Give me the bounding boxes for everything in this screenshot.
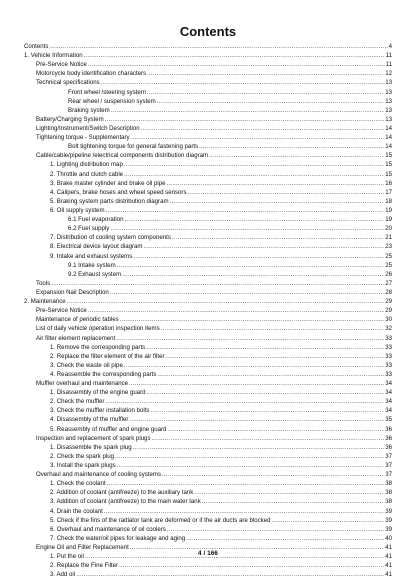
toc-entry-title: Bolt tightening torque for general fastening parts (68, 143, 199, 151)
toc-entry[interactable] (24, 151, 392, 160)
toc-entry[interactable] (24, 525, 392, 534)
toc-entry-title: 3. Brake master cylinder and brake oil pipe (50, 179, 166, 187)
toc-entry-page: 33 (385, 334, 392, 342)
toc-entry[interactable] (24, 88, 392, 97)
toc-entry[interactable] (24, 170, 392, 179)
toc-dot-leader (133, 443, 385, 452)
toc-entry-page: 15 (385, 161, 392, 169)
toc-entry-page: 36 (385, 443, 392, 451)
toc-entry-title: Braking system (68, 106, 110, 114)
toc-dot-leader (105, 115, 384, 124)
toc-entry-page: 36 (385, 425, 392, 433)
toc-entry[interactable] (24, 224, 392, 233)
toc-entry-title: 4. Drain the coolant (50, 507, 103, 515)
toc-entry-page: 14 (385, 124, 392, 132)
toc-entry-page: 11 (385, 52, 392, 60)
toc-entry-title: 1. Disassembly of the engine guard (50, 389, 146, 397)
toc-entry[interactable] (24, 279, 392, 288)
toc-entry[interactable] (24, 142, 392, 151)
toc-entry-title: 5. Braking system parts distribution diagram (50, 197, 169, 205)
toc-dot-leader (107, 479, 385, 488)
toc-dot-leader (146, 343, 384, 352)
toc-entry-title: Air filter element replacement (36, 334, 116, 342)
toc-entry-page: 17 (385, 188, 392, 196)
toc-entry[interactable] (24, 570, 392, 579)
toc-entry-page: 25 (385, 252, 392, 260)
toc-entry[interactable] (24, 415, 392, 424)
toc-entry-title: 1. Remove the corresponding parts (50, 343, 146, 351)
toc-dot-leader (209, 151, 384, 160)
toc-dot-leader (111, 106, 385, 115)
toc-entry-title: Pre-Service Notice (36, 307, 87, 315)
toc-dot-leader (165, 352, 384, 361)
toc-entry[interactable] (24, 334, 392, 343)
toc-entry-title: List of daily vehicle operation inspection items (36, 325, 160, 333)
toc-entry-title: Expansion Nail Description (36, 288, 109, 296)
toc-entry-page: 19 (385, 216, 392, 224)
toc-entry-title: 1. Vehicle Information (24, 52, 83, 60)
toc-entry-page: 36 (385, 434, 392, 442)
toc-entry-page: 20 (385, 225, 392, 233)
toc-dot-leader (161, 324, 385, 333)
toc-entry-title: 7. Distribution of cooling system components (50, 234, 171, 242)
toc-entry[interactable] (24, 261, 392, 270)
toc-entry[interactable] (24, 324, 392, 333)
toc-dot-leader (133, 252, 384, 261)
toc-entry-page: 41 (385, 553, 392, 561)
toc-dot-leader (117, 461, 385, 470)
toc-entry[interactable] (24, 242, 392, 251)
toc-entry[interactable] (24, 115, 392, 124)
toc-dot-leader (167, 425, 384, 434)
toc-entry-page: 40 (385, 534, 392, 542)
toc-entry-page: 4 (388, 43, 392, 50)
toc-entry[interactable] (24, 124, 392, 133)
toc-entry[interactable] (24, 370, 392, 379)
page-number-footer: 4 / 166 (198, 550, 218, 557)
toc-entry[interactable] (24, 233, 392, 242)
toc-dot-leader (147, 69, 384, 78)
toc-dot-leader (129, 379, 384, 388)
toc-entry[interactable] (24, 160, 392, 169)
toc-dot-leader (49, 42, 387, 51)
toc-entry-title: 1. Check the coolant (50, 480, 106, 488)
toc-dot-leader (167, 179, 385, 188)
toc-entry-page: 13 (385, 88, 392, 96)
toc-dot-leader (51, 279, 384, 288)
toc-entry-page: 38 (385, 498, 392, 506)
toc-entry-title: 2. Addition of coolant (antifreeze) to the auxiliary tank (50, 489, 194, 497)
toc-entry[interactable] (24, 516, 392, 525)
toc-entry[interactable] (24, 425, 392, 434)
toc-entry[interactable] (24, 60, 392, 69)
toc-dot-leader (186, 534, 384, 543)
toc-entry[interactable] (24, 288, 392, 297)
toc-dot-leader (124, 361, 384, 370)
toc-entry-page: 34 (385, 407, 392, 415)
toc-entry-title: 2. Replace the filter element of the air filter (50, 352, 165, 360)
toc-entry[interactable] (24, 252, 392, 261)
toc-entry-title: 2. Maintenance (24, 298, 66, 306)
toc-dot-leader (124, 160, 384, 169)
toc-entry-page: 39 (385, 507, 392, 515)
toc-dot-leader (152, 434, 385, 443)
toc-dot-leader (116, 334, 384, 343)
toc-entry-title: 2. Check the spark plug (50, 452, 115, 460)
toc-entry-title: 9.1 Intake system (68, 261, 116, 269)
toc-entry[interactable] (24, 315, 392, 324)
toc-dot-leader (119, 561, 384, 570)
toc-entry-title: 1. Lighting distribution map (50, 161, 123, 169)
toc-entry[interactable] (24, 133, 392, 142)
toc-dot-leader (147, 88, 384, 97)
toc-entry-page: 13 (385, 106, 392, 114)
toc-dot-leader (141, 124, 385, 133)
toc-entry-title: Overhaul and maintenance of cooling systems (36, 471, 161, 479)
toc-entry-title: 6.2 Fuel supply (68, 225, 110, 233)
toc-dot-leader (101, 78, 385, 87)
toc-entry-page: 16 (385, 179, 392, 187)
toc-entry-title: Engine Oil and Filter Replacement (36, 544, 129, 552)
toc-entry-title: 9. Intake and exhaust systems (50, 252, 133, 260)
toc-entry-title: 2. Check the muffler (50, 398, 105, 406)
toc-entry-page: 33 (385, 361, 392, 369)
toc-entry-page: 33 (385, 352, 392, 360)
toc-entry[interactable] (24, 561, 392, 570)
toc-entry[interactable] (24, 443, 392, 452)
toc-entry[interactable] (24, 461, 392, 470)
toc-entry-title: 2. Replace the Fine Filter (50, 562, 119, 570)
toc-entry-title: 6. Oil supply system (50, 206, 105, 214)
toc-dot-leader (122, 270, 384, 279)
toc-entry-page: 19 (385, 206, 392, 214)
toc-entry-page: 38 (385, 489, 392, 497)
toc-dot-leader (120, 315, 385, 324)
toc-dot-leader (157, 370, 384, 379)
toc-entry[interactable] (24, 42, 392, 51)
toc-entry-title: Muffler overhaul and maintenance (36, 380, 129, 388)
toc-entry-title: 8. Electrical device layout diagram (50, 243, 143, 251)
toc-entry-page: 33 (385, 343, 392, 351)
toc-dot-leader (124, 170, 384, 179)
toc-entry-page: 32 (385, 325, 392, 333)
toc-entry-page: 13 (385, 97, 392, 105)
toc-entry[interactable] (24, 206, 392, 215)
toc-entry-title: 3. Check the muffler installation bolts (50, 407, 150, 415)
toc-entry[interactable] (24, 306, 392, 315)
toc-entry-title: 1. Put the oil (50, 553, 84, 561)
toc-dot-leader (76, 570, 384, 579)
toc-entry-page: 29 (385, 298, 392, 306)
toc-entry-title: Lighting/Instrument/Switch Description (36, 124, 140, 132)
toc-entry[interactable] (24, 452, 392, 461)
toc-entry-title: Motorcycle body identification characters (36, 70, 147, 78)
toc-dot-leader (88, 60, 385, 69)
toc-entry-page: 18 (385, 197, 392, 205)
toc-dot-leader (105, 397, 384, 406)
toc-entry-title: Contents (24, 43, 49, 50)
toc-entry-page: 37 (385, 462, 392, 470)
toc-entry-title: 7. Check the water/oil pipes for leakage and aging (50, 534, 186, 542)
toc-entry-page: 14 (385, 143, 392, 151)
toc-entry-page: 38 (385, 480, 392, 488)
toc-entry-title: Maintenance of periodic tables (36, 316, 119, 324)
toc-entry-page: 34 (385, 398, 392, 406)
toc-dot-leader (170, 197, 385, 206)
toc-entry[interactable] (24, 379, 392, 388)
toc-entry-title: 9.2 Exhaust system (68, 270, 122, 278)
toc-dot-leader (199, 142, 384, 151)
toc-dot-leader (172, 233, 384, 242)
toc-entry[interactable] (24, 352, 392, 361)
toc-entry-title: 5. Reassembly of muffler and engine guard (50, 425, 167, 433)
toc-entry-title: 3. Check the waste oil pipe (50, 361, 123, 369)
toc-entry-title: Rear wheel / suspension system (68, 97, 156, 105)
toc-entry[interactable] (24, 497, 392, 506)
toc-entry-title: 6.1 Fuel evaporation (68, 216, 124, 224)
toc-dot-leader (194, 488, 384, 497)
toc-dot-leader (117, 261, 384, 270)
toc-entry[interactable] (24, 179, 392, 188)
toc-dot-leader (272, 516, 385, 525)
toc-entry[interactable] (24, 69, 392, 78)
toc-dot-leader (147, 388, 385, 397)
toc-entry-page: 28 (385, 288, 392, 296)
toc-entry[interactable] (24, 397, 392, 406)
toc-dot-leader (106, 206, 385, 215)
toc-dot-leader (88, 306, 384, 315)
toc-dot-leader (150, 406, 384, 415)
toc-entry-page: 11 (385, 61, 392, 69)
toc-entry[interactable] (24, 97, 392, 106)
toc-entry-page: 13 (385, 115, 392, 123)
toc-entry-page: 15 (385, 152, 392, 160)
toc-entry[interactable] (24, 479, 392, 488)
toc-entry[interactable] (24, 388, 392, 397)
toc-entry-title: 3. Addition of coolant (antifreeze) to the main water tank (50, 498, 201, 506)
toc-entry-page: 30 (385, 316, 392, 324)
toc-entry-title: Tools (36, 279, 51, 287)
toc-entry-page: 29 (385, 307, 392, 315)
toc-dot-leader (110, 224, 384, 233)
toc-entry[interactable] (24, 51, 392, 60)
toc-dot-leader (110, 288, 384, 297)
toc-entry-title: 4. Calipers, brake hoses and wheel speed sensors (50, 188, 187, 196)
toc-entry-title: Tightening torque - Supplementary (36, 134, 130, 142)
toc-entry-page: 39 (385, 516, 392, 524)
toc-entry-title: 4. Disassembly of the muffler (50, 416, 129, 424)
toc-dot-leader (84, 51, 385, 60)
toc-entry-page: 41 (385, 562, 392, 570)
toc-dot-leader (67, 297, 385, 306)
toc-entry-page: 41 (385, 544, 392, 552)
toc-entry-page: 37 (385, 471, 392, 479)
toc-entry-page: 34 (385, 389, 392, 397)
page-title: Contents (179, 24, 237, 39)
toc-dot-leader (104, 507, 384, 516)
toc-entry-page: 41 (385, 571, 392, 579)
toc-entry[interactable] (24, 197, 392, 206)
toc-entry[interactable] (24, 361, 392, 370)
toc-entry[interactable] (24, 470, 392, 479)
toc-entry-page: 23 (385, 243, 392, 251)
toc-entry-page: 39 (385, 525, 392, 533)
toc-entry[interactable] (24, 106, 392, 115)
toc-entry[interactable] (24, 434, 392, 443)
toc-entry[interactable] (24, 406, 392, 415)
toc-dot-leader (131, 133, 385, 142)
toc-entry-title: 5. Check if the fins of the radiator tank are deformed or if the air ducts are blocked (50, 516, 271, 524)
toc-entry[interactable] (24, 488, 392, 497)
toc-entry-page: 34 (385, 380, 392, 388)
toc-entry[interactable] (24, 188, 392, 197)
toc-dot-leader (202, 497, 384, 506)
toc-entry[interactable] (24, 78, 392, 87)
toc-dot-leader (167, 525, 384, 534)
toc-dot-leader (162, 470, 384, 479)
toc-entry-title: Cable/cable/pipeline /electrical components distribution diagram (36, 152, 209, 160)
toc-entry-page: 35 (385, 416, 392, 424)
toc-entry-page: 33 (385, 370, 392, 378)
toc-entry-page: 27 (385, 279, 392, 287)
toc-dot-leader (129, 415, 384, 424)
toc-entry[interactable] (24, 297, 392, 306)
toc-entry-title: 1. Disassemble the spark plug (50, 443, 132, 451)
toc-entry-page: 25 (385, 261, 392, 269)
toc-entry-title: 6. Overhaul and maintenance of oil coolers (50, 525, 166, 533)
toc-dot-leader (125, 215, 385, 224)
toc-entry[interactable] (24, 534, 392, 543)
toc-entry-page: 13 (385, 79, 392, 87)
toc-entry[interactable] (24, 215, 392, 224)
toc-entry-title: Inspection and replacement of spark plugs (36, 434, 151, 442)
toc-entry-page: 12 (385, 70, 392, 78)
toc-dot-leader (157, 97, 384, 106)
toc-entry-title: 3. Install the spark plugs (50, 462, 116, 470)
toc-entry-page: 37 (385, 452, 392, 460)
toc-entry-title: Pre-Service Notice (36, 61, 87, 69)
toc-entry-page: 15 (385, 170, 392, 178)
toc-entry-title: 2. Throttle and clutch cable (50, 170, 124, 178)
toc-entry-title: Technical specifications (36, 79, 100, 87)
toc-entry-title: 3. Add oil (50, 571, 76, 579)
toc-entry[interactable] (24, 343, 392, 352)
toc-entry-page: 14 (385, 134, 392, 142)
table-of-contents (24, 42, 392, 579)
toc-entry[interactable] (24, 270, 392, 279)
toc-dot-leader (188, 188, 385, 197)
toc-entry-title: Battery/Charging System (36, 115, 104, 123)
toc-entry-title: Front wheel /steering system (68, 88, 146, 96)
toc-dot-leader (143, 242, 384, 251)
toc-entry-page: 21 (385, 234, 392, 242)
toc-entry[interactable] (24, 507, 392, 516)
toc-entry-title: 4. Reassemble the corresponding parts (50, 370, 157, 378)
toc-entry-page: 26 (385, 270, 392, 278)
toc-dot-leader (115, 452, 384, 461)
